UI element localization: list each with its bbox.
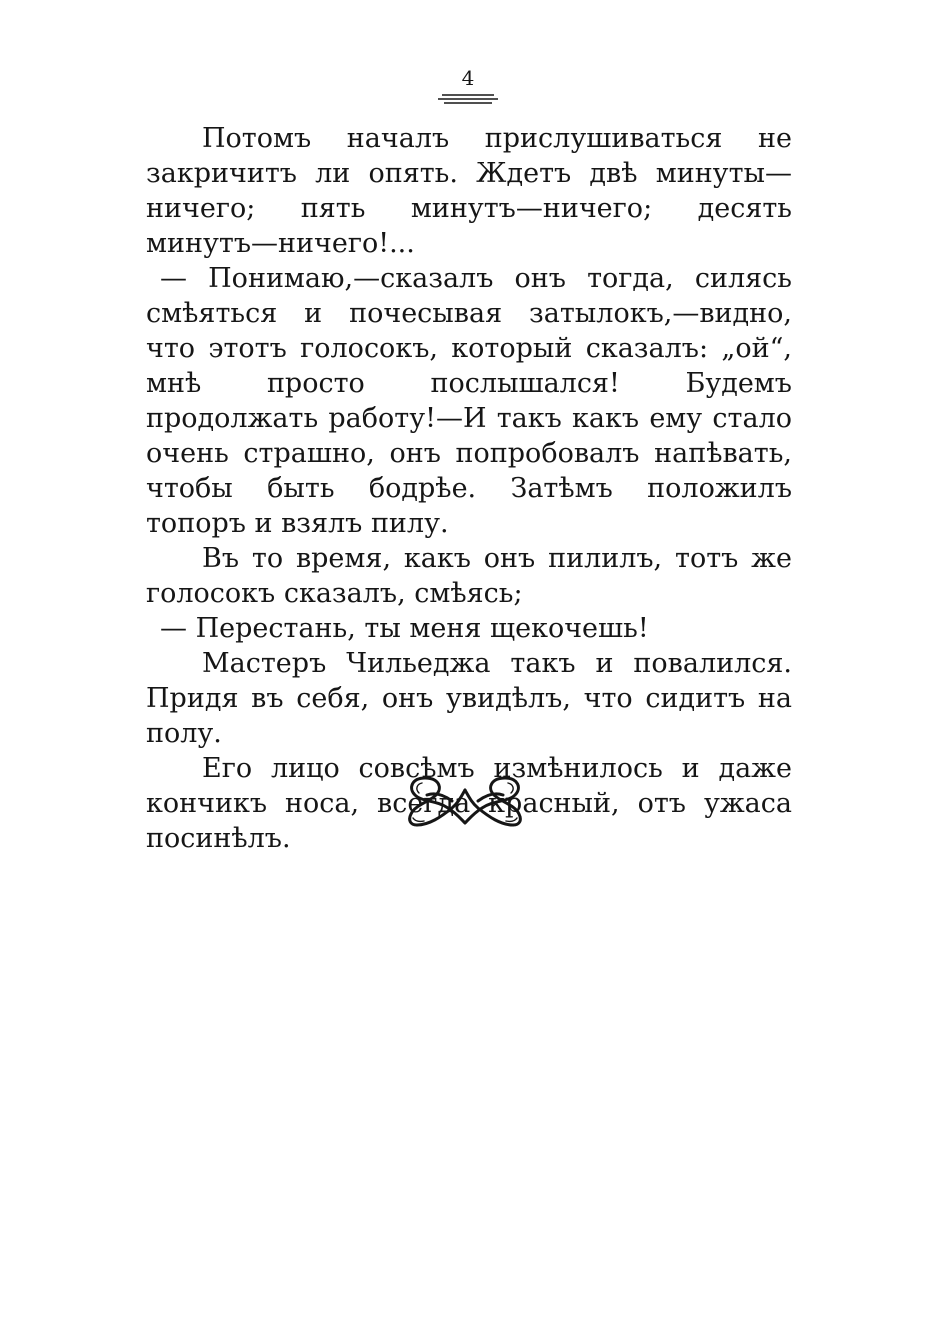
paragraph-saw-wood: Въ то время, какъ онъ пилилъ, тотъ же голосокъ сказалъ, смѣясь; xyxy=(146,543,792,609)
paragraph-understand-dialogue: — Понимаю,—сказалъ онъ тогда, силясь смѣяться и почесывая затылокъ,—видно, что этотъ голосокъ, который сказалъ: „ой“, мнѣ просто послышался! Будемъ продолжать работу!—И такъ какъ ему стало очень страшно, онъ попробовалъ напѣвать, чтобы быть бодрѣе. Затѣмъ положилъ топоръ и взялъ пилу. xyxy=(146,263,792,539)
paragraph-face-changed: Его лицо совсѣмъ измѣнилось и даже кончикъ носа, всегда красный, отъ ужаса посинѣлъ. xyxy=(146,753,792,854)
page-number: 4 xyxy=(461,66,475,90)
page-number-rule xyxy=(438,92,498,104)
paragraph-listening: Потомъ началъ прислушиваться не закричитъ ли опять. Ждетъ двѣ минуты—ничего; пять минутъ—ничего; десять минутъ—ничего!... xyxy=(146,123,792,259)
knot-ornament-icon xyxy=(405,770,525,830)
paragraph-fell-down: Мастеръ Чильеджа такъ и повалился. Придя въ себя, онъ увидѣлъ, что сидитъ на полу. xyxy=(146,648,792,749)
paragraph-stop-dialogue: — Перестань, ты меня щекочешь! xyxy=(160,613,649,644)
page-body-text xyxy=(146,121,792,856)
